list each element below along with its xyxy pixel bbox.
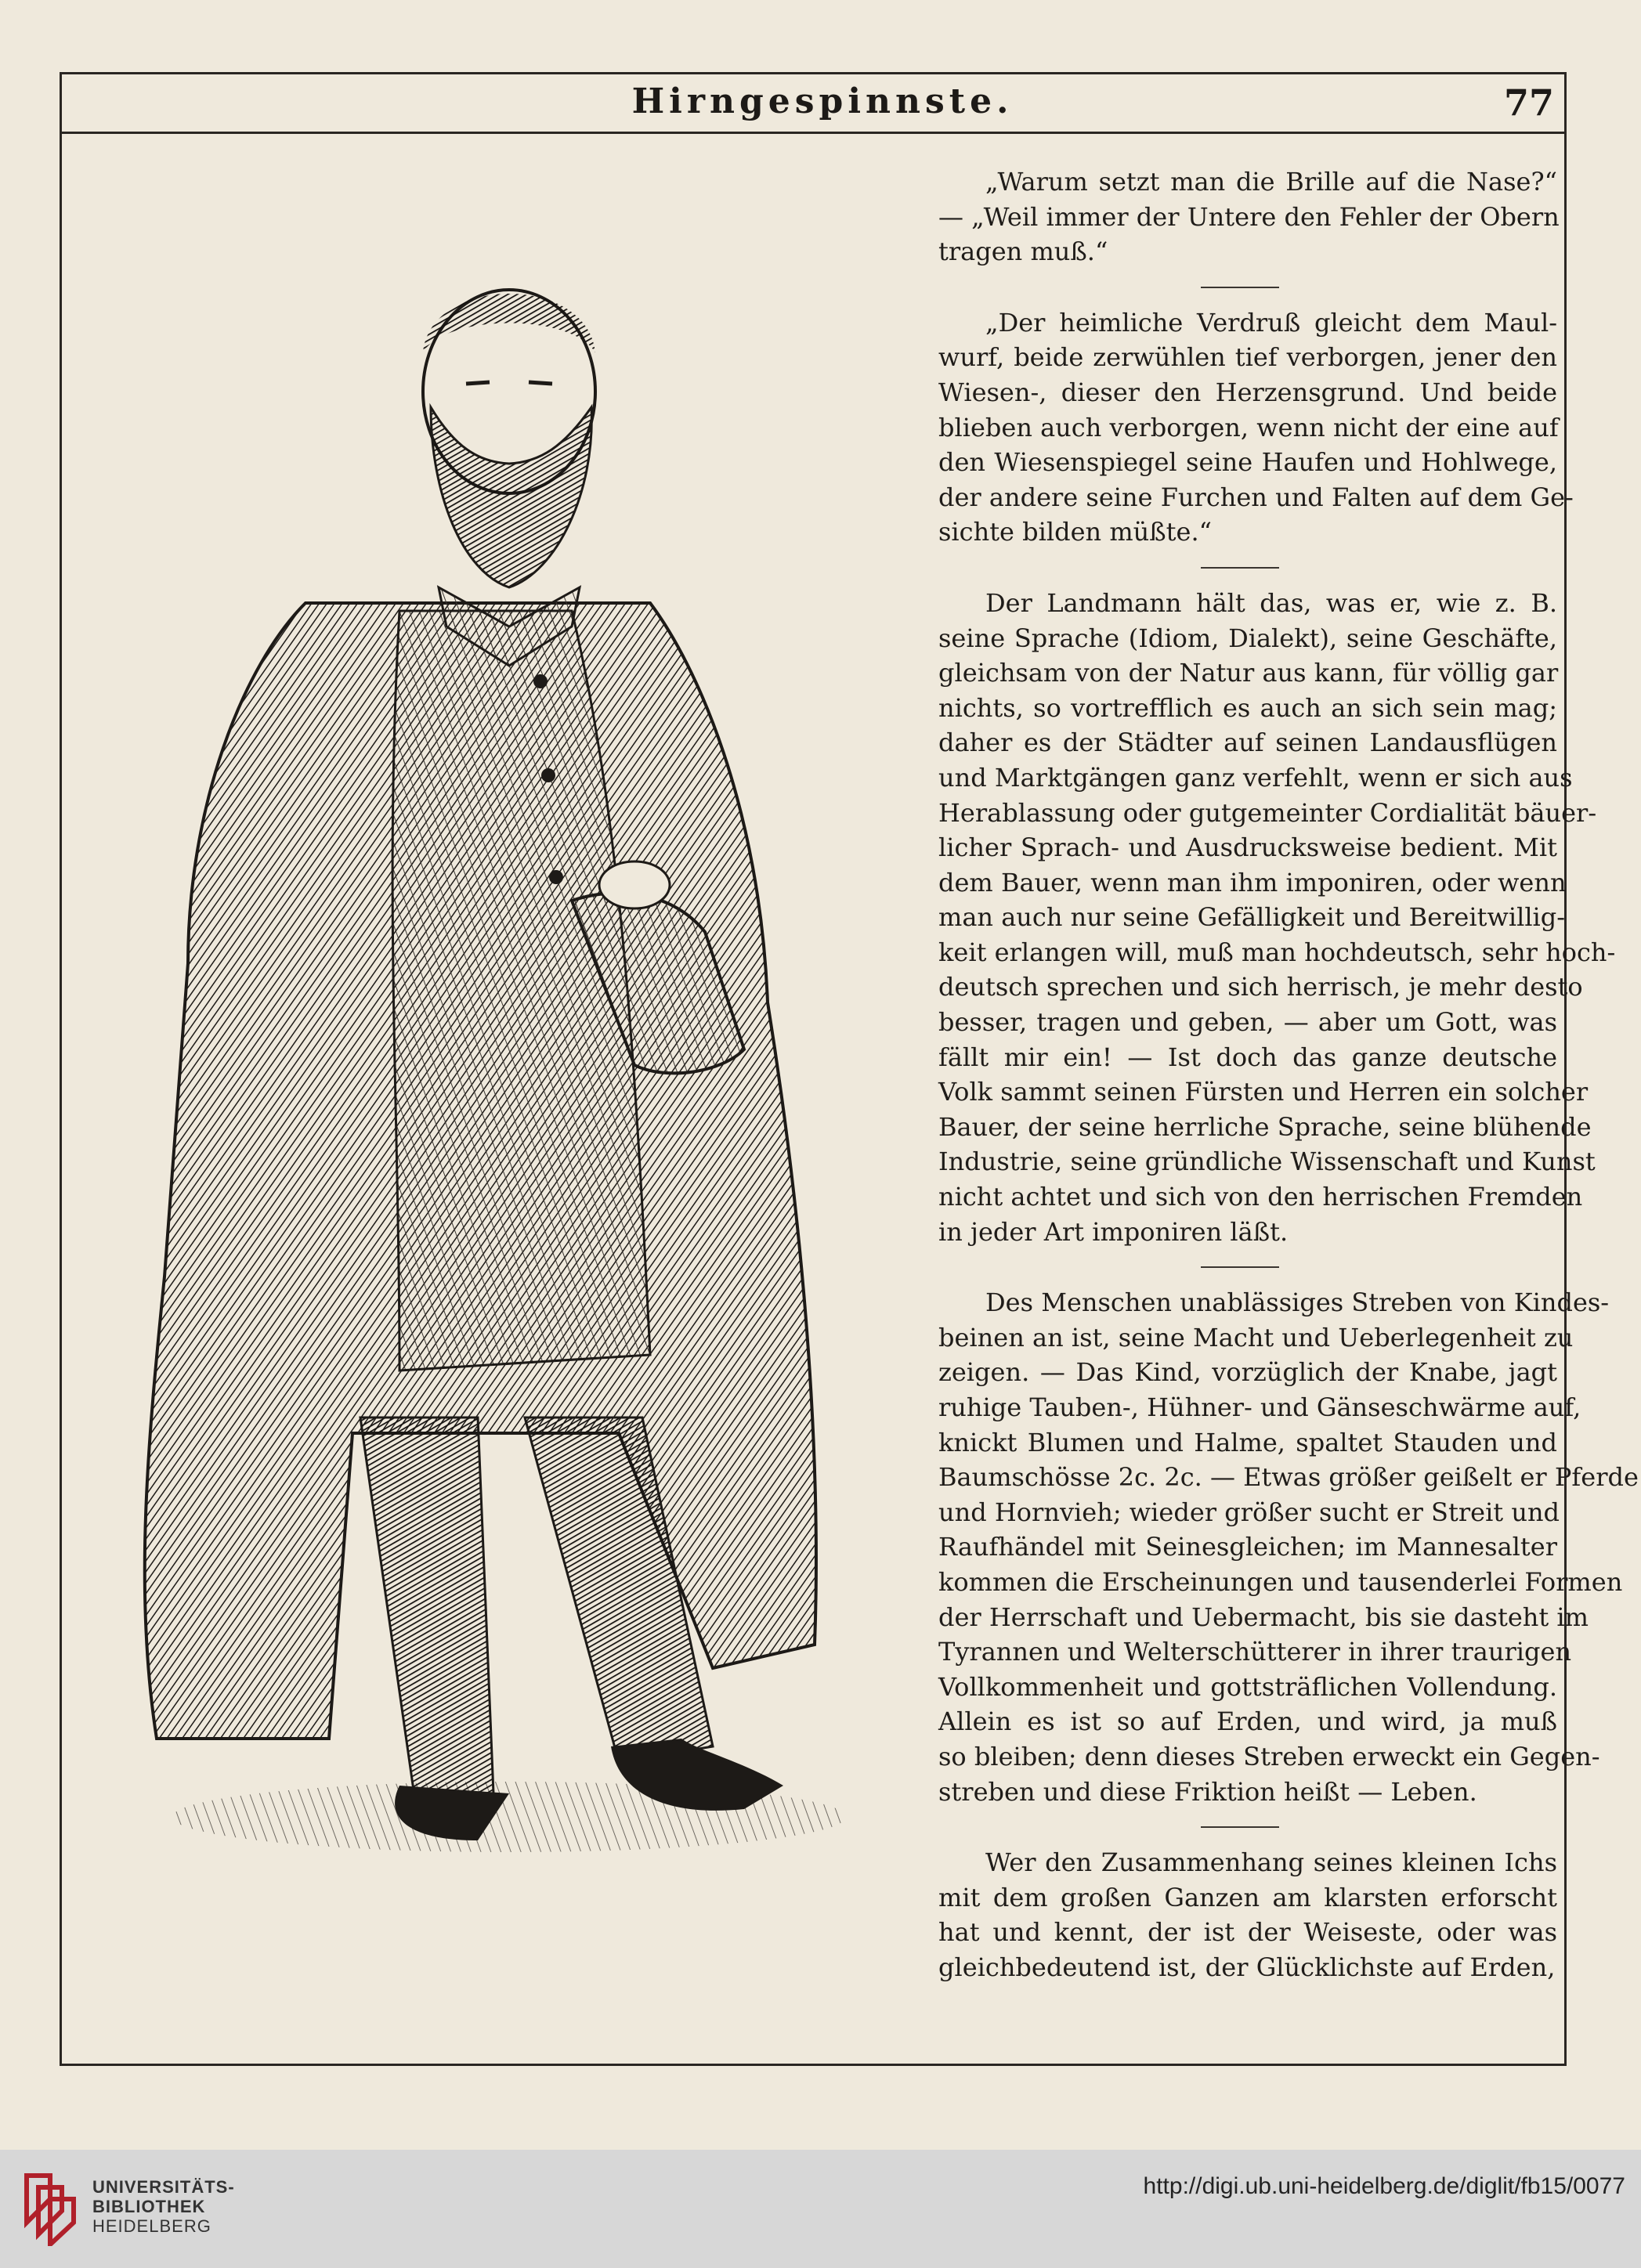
page-number: 77 (1503, 81, 1554, 124)
paragraphs (938, 164, 1639, 1985)
text-line: keit erlangen will, muß man hochdeutsch, sehr hoch- (938, 937, 1616, 967)
library-name-line-2: BIBLIOTHEK (92, 2197, 206, 2216)
text-line: und Marktgängen ganz verfehlt, wenn er sich aus (938, 762, 1573, 793)
text-line: nichts, so vortrefflich es auch an sich sein mag; (938, 692, 1557, 723)
text-line: mit dem großen Ganzen am klarsten erforscht (938, 1882, 1557, 1912)
section-separator (1201, 1266, 1279, 1268)
text-line: „Der heimliche Verdruß gleicht dem Maul- (985, 307, 1557, 338)
text-line: licher Sprach- und Ausdrucksweise bedient. Mit (938, 832, 1557, 863)
text-line: Der Landmann hält das, was er, wie z. B. (985, 587, 1557, 618)
library-name (92, 2177, 235, 2236)
text-line: hat und kennt, der ist der Weiseste, oder was (938, 1917, 1557, 1948)
text-line: Wiesen-, dieser den Herzensgrund. Und beide (938, 377, 1557, 407)
text-line: kommen die Erscheinungen und tausenderlei Formen (938, 1566, 1623, 1597)
text-line: Herablassung oder gutgemeinter Cordialität bäuer- (938, 797, 1597, 828)
text-line: blieben auch verborgen, wenn nicht der eine auf (938, 412, 1559, 442)
paragraph (938, 1285, 1639, 1809)
paragraph (938, 164, 1560, 269)
paragraph (938, 586, 1616, 1249)
text-line: ruhige Tauben-, Hühner- und Gänseschwärme auf, (938, 1392, 1581, 1422)
paragraph (938, 305, 1574, 550)
text-line: streben und diese Friktion heißt — Leben. (938, 1776, 1477, 1807)
text-line: so bleiben; denn dieses Streben erweckt ein Gegen- (938, 1741, 1600, 1771)
text-line: dem Bauer, wenn man ihm imponiren, oder wenn (938, 867, 1567, 897)
text-line: zeigen. — Das Kind, vorzüglich der Knabe, jagt (938, 1357, 1557, 1388)
text-line: Allein es ist so auf Erden, und wird, ja muß (938, 1706, 1557, 1737)
text-line: „Warum setzt man die Brille auf die Nase?“ (985, 167, 1557, 197)
text-line: daher es der Städter auf seinen Landausflügen (938, 728, 1557, 758)
text-line: Tyrannen und Welterschütterer in ihrer traurigen (938, 1637, 1572, 1667)
text-line: fällt mir ein! — Ist doch das ganze deutsche (938, 1042, 1557, 1072)
text-line: beinen an ist, seine Macht und Ueberlegenheit zu (938, 1322, 1574, 1352)
library-name-line-3: HEIDELBERG (92, 2216, 211, 2236)
text-line: Des Menschen unablässiges Streben von Kindes- (985, 1287, 1610, 1318)
text-line: der andere seine Furchen und Falten auf dem Ge- (938, 482, 1574, 512)
section-separator (1201, 287, 1279, 288)
text-line: tragen muß.“ (938, 237, 1108, 267)
running-title: Hirngespinnste. (631, 81, 1014, 121)
text-line: gleichbedeutend ist, der Glücklichste auf Erden, (938, 1952, 1556, 1982)
text-line: Wer den Zusammenhang seines kleinen Ichs (985, 1847, 1557, 1878)
section-separator (1201, 567, 1279, 569)
text-line: deutsch sprechen und sich herrisch, je mehr desto (938, 972, 1583, 1002)
text-line: knickt Blumen und Halme, spaltet Stauden und (938, 1427, 1557, 1457)
text-line: wurf, beide zerwühlen tief verborgen, jener den (938, 342, 1557, 373)
header-rule (62, 132, 1564, 134)
text-line: man auch nur seine Gefälligkeit und Bereitwillig- (938, 902, 1566, 933)
text-line: den Wiesenspiegel seine Haufen und Hohlwege, (938, 447, 1557, 478)
text-line: Vollkommenheit und gottsträflichen Vollendung. (938, 1671, 1557, 1702)
text-line: Volk sammt seinen Fürsten und Herren ein solcher (938, 1077, 1589, 1107)
text-line: und Hornvieh; wieder größer sucht er Streit und (938, 1497, 1560, 1527)
section-separator (1201, 1826, 1279, 1828)
source-url-link[interactable]: http://digi.ub.uni-heidelberg.de/diglit/fb15/0077 (1143, 2173, 1625, 2199)
footer-bar (0, 2150, 1641, 2268)
text-line: Baumschösse 2c. 2c. — Etwas größer geißelt er Pferde (938, 1462, 1639, 1493)
text-line: besser, tragen und geben, — aber um Gott, was (938, 1007, 1557, 1038)
text-line: gleichsam von der Natur aus kann, für völlig gar (938, 658, 1559, 688)
text-line: — „Weil immer der Untere den Fehler der Obern (938, 201, 1560, 232)
engraving-standing-man (70, 258, 924, 1872)
text-column (938, 164, 1639, 1985)
text-line: Industrie, seine gründliche Wissenschaft und Kunst (938, 1147, 1596, 1177)
text-line: der Herrschaft und Uebermacht, bis sie dasteht im (938, 1602, 1589, 1632)
paragraph (938, 1845, 1557, 1984)
text-line: Bauer, der seine herrliche Sprache, seine blühende (938, 1111, 1592, 1142)
text-line: Raufhändel mit Seinesgleichen; im Mannesalter (938, 1532, 1557, 1562)
text-line: in jeder Art imponiren läßt. (938, 1216, 1289, 1247)
library-name-line-1: UNIVERSITÄTS- (92, 2177, 235, 2197)
university-library-logo-icon (19, 2168, 81, 2246)
text-line: sichte bilden müßte.“ (938, 517, 1212, 547)
text-line: seine Sprache (Idiom, Dialekt), seine Geschäfte, (938, 623, 1557, 653)
text-line: nicht achtet und sich von den herrischen Fremden (938, 1182, 1583, 1212)
